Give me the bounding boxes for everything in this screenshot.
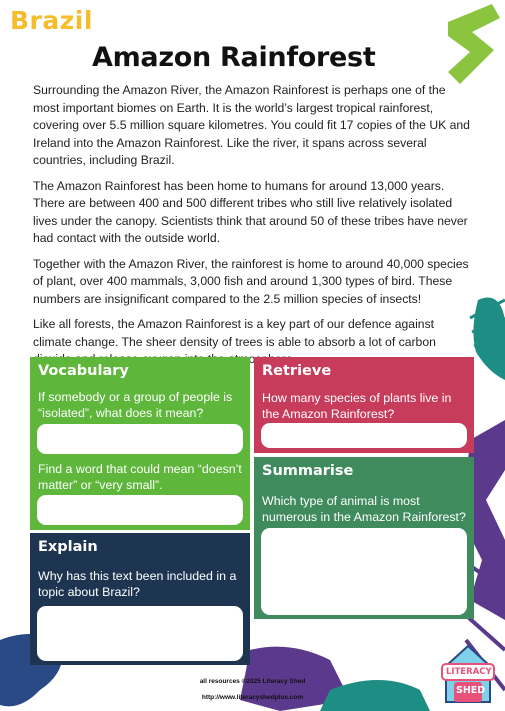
- paragraph: Like all forests, the Amazon Rainforest is a key part of our defence against climate change. The sheer density of trees is able to absorb a lot of carbon: [33, 317, 436, 349]
- explain-question: Why has this text been included in a topic about Brazil?: [38, 569, 237, 599]
- logo-text-literacy: LITERACY: [446, 667, 492, 677]
- explain-panel: [30, 533, 250, 665]
- paragraph: The Amazon Rainforest has been home to humans for around 13,000 years. There are between 400 and 500 different tribes who still live relatively isolated lives under the canopy. Scientists think that around 50 of these tribes have never had contact with the outside world.: [33, 178, 468, 245]
- page-title: Amazon Rainforest: [92, 42, 376, 73]
- footer-url[interactable]: http://www.literacyshedplus.com: [201, 694, 304, 701]
- vocabulary-question-2: Find a word that could mean “doesn’t matter” or “very small”.: [38, 462, 242, 492]
- retrieve-heading: Retrieve: [262, 363, 332, 379]
- paragraph: Surrounding the Amazon River, the Amazon Rainforest is perhaps one of the most important biomes on Earth. It is the world’s largest tropical rainforest, covering over 5.5 million square kilometres. You could fit 17 copies of the UK and Ireland into the Amazon Rainforest. Like the river, it spans across several countries, including Brazil.: [33, 83, 470, 167]
- retrieve-answer-box[interactable]: [261, 423, 467, 448]
- vocabulary-answer-box-2[interactable]: [37, 495, 243, 525]
- summarise-answer-box[interactable]: [261, 528, 467, 615]
- topic-heading: Brazil: [10, 6, 93, 35]
- summarise-heading: Summarise: [262, 463, 354, 479]
- vocabulary-heading: Vocabulary: [38, 363, 129, 379]
- summarise-panel: [254, 457, 474, 619]
- vocabulary-answer-box-1[interactable]: [37, 424, 243, 454]
- literacy-shed-logo: [438, 640, 498, 706]
- green-zigzag-shape: [448, 4, 500, 84]
- retrieve-panel: [254, 357, 474, 453]
- paragraph: Together with the Amazon River, the rainforest is home to around 40,000 species of plant, over 400 mammals, 3,000 fish and around 1,300 types of bird. These numbers are insignificant compared to the 2.5 million species of insects!: [33, 256, 469, 306]
- vocabulary-panel: [30, 357, 250, 530]
- footer-copyright: all resources ©2025 Literacy Shed: [199, 678, 306, 685]
- explain-heading: Explain: [38, 539, 98, 555]
- article-body: [33, 82, 473, 377]
- vocabulary-question-1: If somebody or a group of people is “isolated”, what does it mean?: [38, 390, 233, 420]
- summarise-question: Which type of animal is most numerous in the Amazon Rainforest?: [262, 494, 466, 524]
- explain-answer-box[interactable]: [37, 606, 243, 661]
- retrieve-question: How many species of plants live in the Amazon Rainforest?: [262, 391, 452, 421]
- logo-text-shed: SHED: [456, 685, 486, 696]
